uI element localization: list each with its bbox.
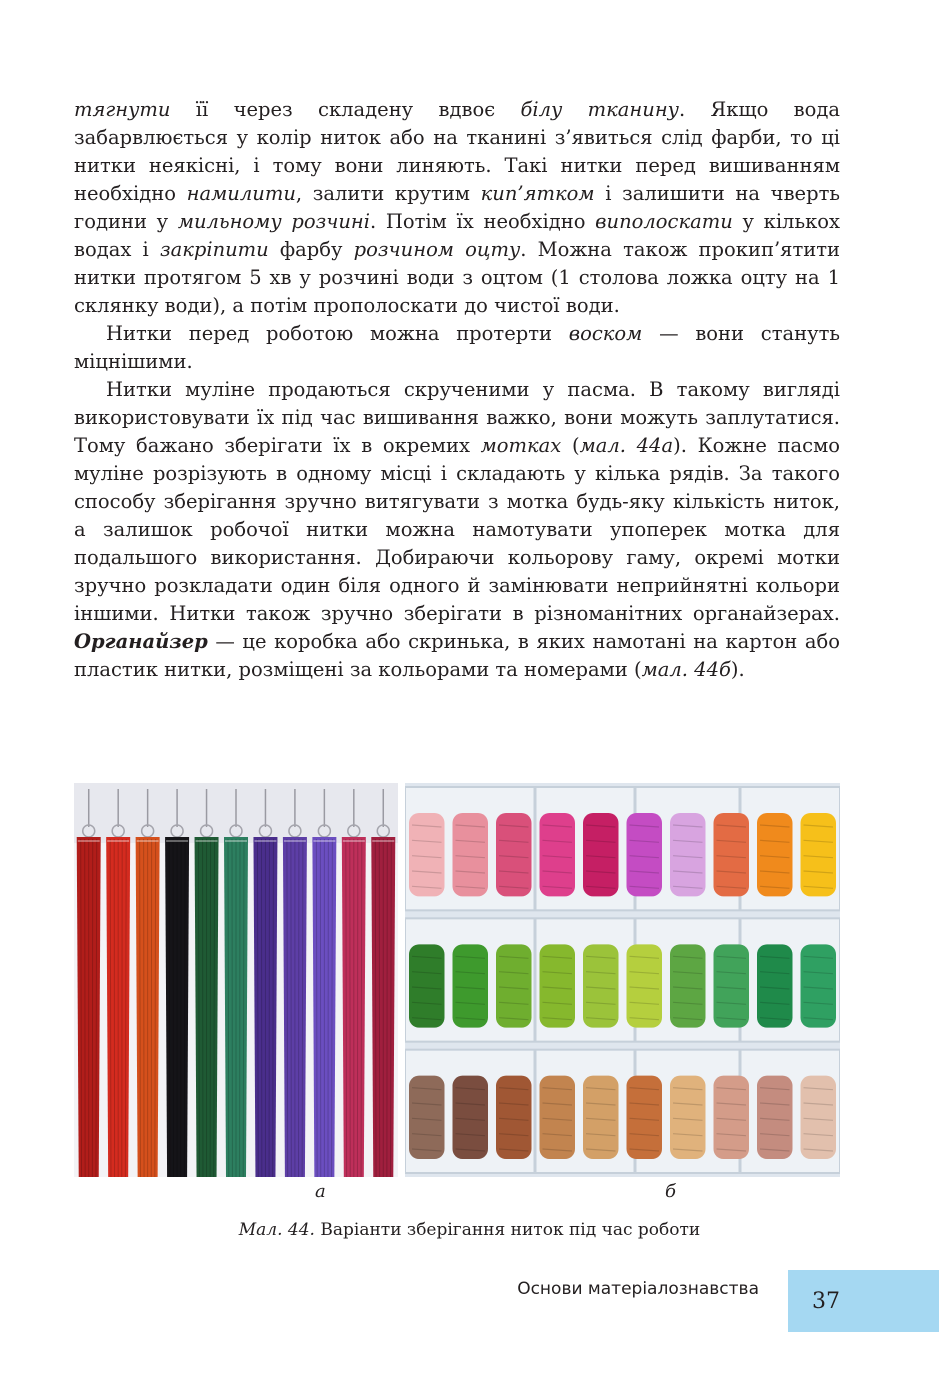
figure-caption (0, 1220, 939, 1240)
text-run: у кількох водах і (74, 210, 840, 261)
emphasized-term: виполоскати (595, 210, 733, 233)
page-number: 37 (812, 1288, 840, 1314)
text-run: і залишити на чверть години у (74, 182, 840, 233)
thread-skein (136, 789, 160, 1177)
thread-skein (253, 789, 277, 1177)
figure-label-a: а (315, 1181, 326, 1202)
text-run: — вони стануть міцнішими. (74, 322, 840, 373)
body-text (74, 96, 840, 684)
thread-skein (77, 789, 101, 1177)
thread-skein (371, 789, 395, 1177)
text-run: Нитки перед роботою можна протерти (106, 322, 569, 345)
figure-caption-text: Варіанти зберігання ниток під час роботи (314, 1220, 701, 1240)
text-run: — це коробка або скринька, в яких намотані на картон або пластик нитки, розміщені за кольорами та номерами ( (74, 630, 840, 681)
thread-skein (342, 789, 366, 1177)
thread-skein (283, 789, 307, 1177)
text-run: її через складену вдвоє (170, 98, 521, 121)
paragraph-dyeing-check (74, 96, 840, 320)
thread-skein (224, 789, 248, 1177)
figure-caption-number: Мал. 44. (238, 1220, 315, 1240)
organizer-row (405, 1050, 840, 1173)
thread-skein (312, 789, 336, 1177)
text-run: Нитки муліне продаються скрученими у пасма. В такому вигляді використовувати їх під час вишивання важко, вони можуть заплутатися. Тому бажано зберігати їх в окремих (74, 378, 840, 457)
organizer-row (405, 787, 840, 910)
emphasized-term: білу тканину (520, 98, 679, 121)
emphasized-term: мильному розчині (177, 210, 370, 233)
paragraph-skeins-organizer (74, 376, 840, 684)
text-run: , залити крутим (295, 182, 481, 205)
emphasized-term: розчином оцту (353, 238, 521, 261)
figure-label-b: б (665, 1181, 676, 1202)
thread-skein (106, 789, 130, 1177)
photo-thread-skeins (74, 783, 398, 1177)
thread-skein (195, 789, 219, 1177)
emphasized-term: мал. 44а (579, 434, 674, 457)
paragraph-wax (74, 320, 840, 376)
emphasized-term: намилити (186, 182, 296, 205)
footer-section-title: Основи матеріалознавства (517, 1279, 759, 1299)
emphasized-term: Органайзер (74, 630, 208, 653)
text-run: ). (730, 658, 745, 681)
emphasized-term: мотках (480, 434, 562, 457)
organizer-row (405, 918, 840, 1041)
text-run: . Можна також прокип’ятити нитки протягом 5 хв у розчині води з оцтом (1 столова ложка оцту на 1 склянку води), а потім прополоскати до чистої води. (74, 238, 841, 317)
emphasized-term: воском (568, 322, 643, 345)
page-number-tab (788, 1270, 939, 1332)
emphasized-term: мал. 44б (641, 658, 731, 681)
photo-thread-organizer (405, 783, 840, 1177)
text-run: . Потім їх необхідно (369, 210, 596, 233)
emphasized-term: закріпити (159, 238, 269, 261)
text-run: фарбу (268, 238, 354, 261)
text-run: ( (561, 434, 580, 457)
emphasized-term: тягнути (74, 98, 171, 121)
text-run: . Якщо вода забарвлюється у колір ниток або на тканині з’явиться слід фарби, то ці нитки неякісні, і тому вони линяють. Такі нитки перед вишиванням необхідно (74, 98, 840, 205)
text-run: ). Кожне пасмо муліне розрізують в одному місці і складають у кілька рядів. За такого способу зберігання зручно витягувати з мотка будь-яку кількість ниток, а залишок робочої нитки можна намотувати упоперек мотка для подальшого використання. Добираючи кольорову гаму, окремі мотки зручно розкладати один біля одного й замінювати неприйнятні кольори іншими. Нитки також зручно зберігати в різноманітних органайзерах. (74, 434, 840, 625)
emphasized-term: кип’ятком (480, 182, 595, 205)
thread-skein (165, 789, 189, 1177)
